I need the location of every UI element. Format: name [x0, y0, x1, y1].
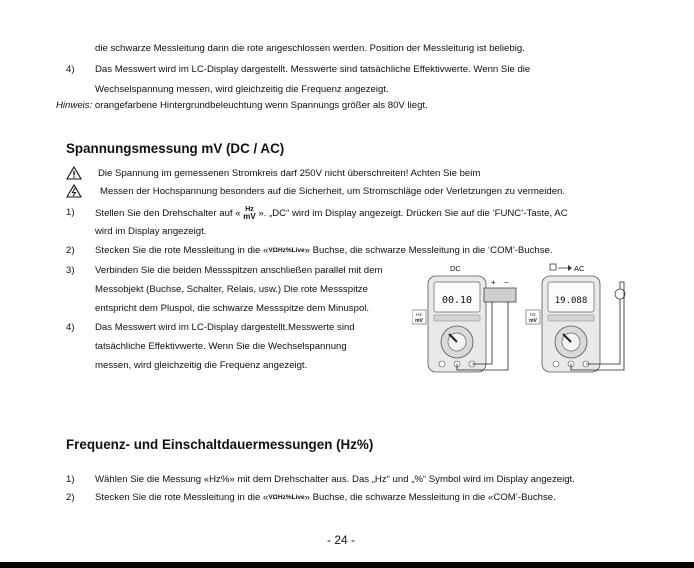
step3-line2: Messobjekt (Buchse, Schalter, Relais, usw.) Die rote Messspitze: [95, 284, 368, 295]
item-number: 4): [66, 64, 75, 75]
hz-mv-symbol: Hz mV: [243, 206, 256, 221]
item-number: 1): [66, 207, 75, 218]
svg-text:mV: mV: [529, 318, 537, 324]
multimeter-illustration: [412, 262, 630, 374]
step2-text: Stecken Sie die rote Messleitung in die «VΩHz%Live» Buchse, die schwarze Messleitung in die ‘COM’-Buchse.: [95, 245, 553, 256]
probe-diode-icon: [550, 264, 572, 271]
ac-label: AC: [574, 264, 585, 273]
section-title-frequency: Frequenz- und Einschaltdauermessungen (Hz%): [66, 437, 374, 452]
svg-text:mV: mV: [415, 318, 423, 324]
intro-line: die schwarze Messleitung dann die rote angeschlossen werden. Position der Messleitung ist beliebig.: [95, 43, 525, 54]
multimeter-ac: [526, 276, 600, 372]
step1-pre: Stellen Sie den Drehschalter auf «: [95, 208, 241, 220]
input-jack-symbol: VΩHz%Live: [268, 494, 305, 501]
item-number: 2): [66, 245, 75, 256]
step3-line3: entspricht dem Pluspol, die schwarze Messspitze dem Minuspol.: [95, 303, 370, 314]
item-number: 3): [66, 265, 75, 276]
step1-line2: wird im Display angezeigt.: [95, 226, 207, 237]
step4-line3: messen, wird gleichzeitig die Frequenz angezeigt.: [95, 360, 308, 371]
step4-line1: Das Messwert wird im LC-Display dargestellt.Messwerte sind: [95, 322, 355, 333]
warning-text-1: Die Spannung im gemessenen Stromkreis darf 250V nicht überschreiten! Achten Sie beim: [98, 168, 481, 179]
ac-source-icon: [615, 289, 625, 299]
intro-item4-line1: Das Messwert wird im LC-Display dargestellt. Messwerte sind tatsächliche Effektivwerte. Wenn Sie die: [95, 64, 531, 75]
freq-step2-text: Stecken Sie die rote Messleitung in die «VΩHz%Live» Buchse, die schwarze Messleitung in die «COM’-Buchse.: [95, 492, 556, 503]
warning-icon: [66, 166, 82, 180]
section-title-voltage: Spannungsmessung mV (DC / AC): [66, 141, 285, 156]
input-jack-symbol: VΩHz%Live: [268, 247, 305, 254]
step3-line1: Verbinden Sie die beiden Messspitzen anschließen parallel mit dem: [95, 265, 383, 276]
ac-display-value: 19.088: [554, 296, 588, 306]
page-bottom-bar: [0, 562, 694, 568]
step1-text: [95, 207, 568, 220]
hint-text: orangefarbene Hintergrundbeleuchtung wenn Spannungs größer als 80V liegt.: [92, 100, 428, 111]
high-voltage-icon: [66, 184, 82, 198]
intro-item4-line2: Wechselspannung messen, wird gleichzeitig die Frequenz angezeigt.: [95, 84, 389, 95]
hint-paragraph: [56, 100, 428, 112]
item-number: 2): [66, 492, 75, 503]
battery-minus: −: [504, 278, 509, 287]
multimeter-dc: [412, 276, 486, 372]
freq-step1-text: Wählen Sie die Messung «Hz%» mit dem Drehschalter aus. Das „Hz“ und „%“ Symbol wird im Display angezeigt.: [95, 474, 575, 485]
step1-post: ». „DC“ wird im Display angezeigt. Drücken Sie auf die ‘FUNC’-Taste, AC: [258, 208, 568, 220]
battery-plus: +: [491, 278, 496, 287]
warning-text-2: Messen der Hochspannung besonders auf die Sicherheit, um Stromschläge oder Verletzungen zu vermeiden.: [100, 186, 566, 197]
svg-text:Hz: Hz: [416, 312, 422, 317]
svg-text:Hz: Hz: [530, 312, 536, 317]
page-number: - 24 -: [327, 533, 356, 547]
step4-line2: tatsächliche Effektivwerte. Wenn Sie die Wechselspannung: [95, 341, 347, 352]
dc-label: DC: [450, 264, 461, 273]
hint-label: Hinweis:: [56, 100, 93, 111]
item-number: 1): [66, 474, 75, 485]
dc-display-value: 00.10: [441, 295, 473, 306]
item-number: 4): [66, 322, 75, 333]
battery-icon: [484, 278, 516, 302]
